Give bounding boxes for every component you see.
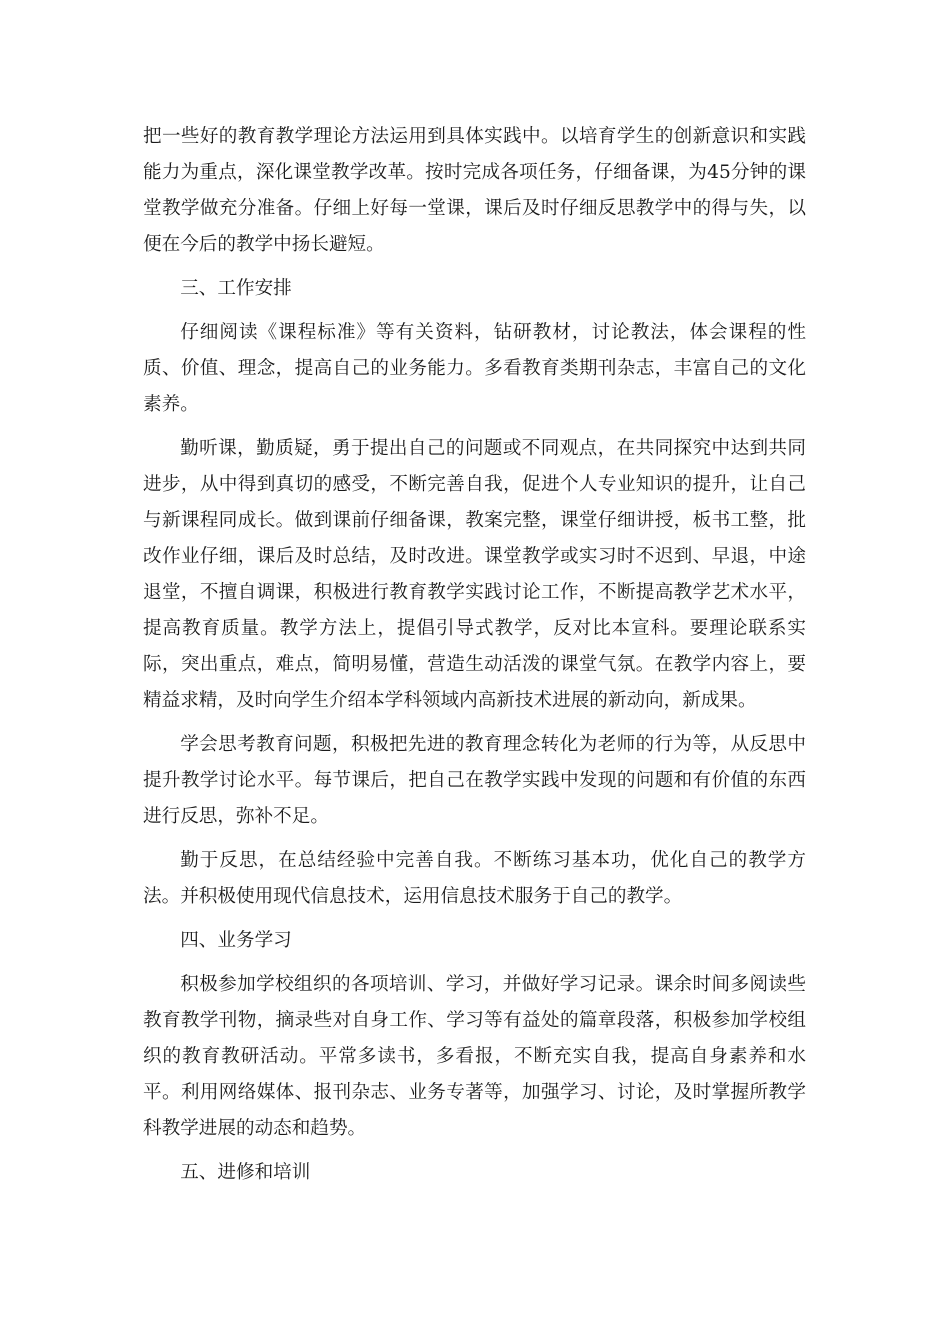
paragraph-reflection: 学会思考教育问题，积极把先进的教育理念转化为老师的行为等，从反思中提升教学讨论水平。每节课后，把自己在教学实践中发现的问题和有价值的东西进行反思，弥补不足。 (143, 734, 806, 827)
document-body (143, 119, 806, 1199)
section-heading-advanced-training: 五、进修和培训 (180, 1162, 311, 1183)
paragraph-intro: 把一些好的教育教学理论方法运用到具体实践中。以培育学生的创新意识和实践能力为重点，深化课堂教学改革。按时完成各项任务，仔细备课，为45分钟的课堂教学做充分准备。仔细上好每一堂课，课后及时仔细反思教学中的得与失，以便在今后的教学中扬长避短。 (143, 126, 806, 255)
paragraph-listening: 勤听课，勤质疑，勇于提出自己的问题或不同观点，在共同探究中达到共同进步，从中得到真切的感受，不断完善自我，促进个人专业知识的提升，让自己与新课程同成长。做到课前仔细备课，教案完整，课堂仔细讲授，板书工整，批改作业仔细，课后及时总结，及时改进。课堂教学或实习时不迟到、早退，中途退堂，不擅自调课，积极进行教育教学实践讨论工作，不断提高教学艺术水平，提高教育质量。教学方法上，提倡引导式教学，反对比本宣科。要理论联系实际，突出重点，难点，简明易懂，营造生动活泼的课堂气氛。在教学内容上，要精益求精，及时向学生介绍本学科领域内高新技术进展的新动向，新成果。 (143, 438, 806, 711)
paragraph-training: 积极参加学校组织的各项培训、学习，并做好学习记录。课余时间多阅读些教育教学刊物，摘录些对自身工作、学习等有益处的篇章段落，积极参加学校组织的教育教研活动。平常多读书，多看报，不断充实自我，提高自身素养和水平。利用网络媒体、报刊杂志、业务专著等，加强学习、讨论，及时掌握所教学科教学进展的动态和趋势。 (143, 974, 806, 1139)
paragraph-self-improvement: 勤于反思，在总结经验中完善自我。不断练习基本功，优化自己的教学方法。并积极使用现代信息技术，运用信息技术服务于自己的教学。 (143, 850, 806, 907)
paragraph-reading: 仔细阅读《课程标准》等有关资料，钻研教材，讨论教法，体会课程的性质、价值、理念，提高自己的业务能力。多看教育类期刊杂志，丰富自己的文化素养。 (143, 322, 806, 415)
section-heading-work-arrangement: 三、工作安排 (180, 278, 292, 299)
section-heading-business-study: 四、业务学习 (180, 930, 292, 951)
